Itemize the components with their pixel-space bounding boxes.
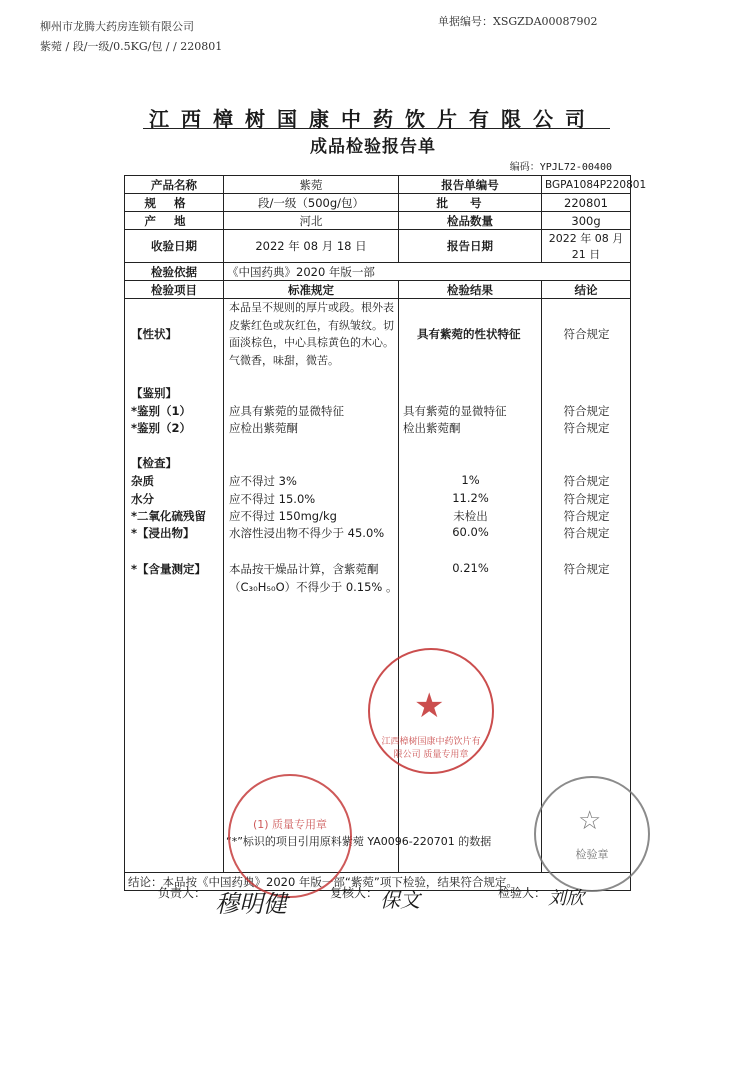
item-character: 【性状】 (131, 327, 177, 341)
conc-extract: 符合规定 (563, 526, 610, 540)
conc-character: 符合规定 (563, 327, 610, 341)
std-assay-1: 本品按干燥品计算，含紫菀酮 (229, 562, 379, 576)
origin-label (125, 212, 224, 230)
seal-star-icon: ★ (414, 686, 445, 726)
report-date: 2022 年 08 月 21 日 (542, 230, 631, 263)
basis: 《中国药典》2020 年版一部 (224, 263, 631, 281)
result-identification-2: 检出紫菀酮 (403, 421, 461, 435)
reference-note: “*”标识的项目引用原料紫菀 YA0096-220701 的数据 (226, 835, 492, 848)
conc-impurity: 符合规定 (563, 474, 610, 488)
conc-so2: 符合规定 (563, 509, 610, 523)
batch-number: 220801 (542, 194, 631, 212)
result-column (399, 299, 542, 873)
item-so2: *二氧化硫残留 (131, 509, 207, 523)
received-label: 收验日期 (125, 230, 224, 263)
quality-seal-text: (1) 质量专用章 (252, 818, 328, 831)
std-extract: 水溶性浸出物不得少于 45.0% (229, 526, 385, 540)
character-standard: 本品呈不规则的厚片或段。根外表皮紫红色或灰红色，有纵皱纹。切面淡棕色，中心具棕黄色的木心。气微香，味甜，微苦。 (229, 301, 394, 367)
header-conclusion: 结论 (542, 281, 631, 299)
company-seal-text: 江西樟树国康中药饮片有限公司 质量专用章 (381, 737, 481, 760)
conclusion-row: 结论：本品按《中国药典》2020 年版一部“紫菀”项下检验，结果符合规定。 (125, 873, 631, 891)
item-identification-1: *鉴别（1） (131, 404, 192, 418)
product-name-label: 产品名称 (125, 176, 224, 194)
qty-label: 检品数量 (399, 212, 542, 230)
result-assay: 0.21% (452, 561, 489, 575)
company-name: 江西樟树国康中药饮片有限公司 (149, 107, 597, 131)
inspector-seal (534, 776, 650, 892)
spec-label (125, 194, 224, 212)
report-no-label: 报告单编号 (399, 176, 542, 194)
result-character: 具有紫菀的性状特征 (417, 327, 521, 341)
conc-moisture: 符合规定 (563, 492, 610, 506)
doc-number-label: 单据编号： (438, 15, 493, 28)
item-identification-2: *鉴别（2） (131, 421, 192, 435)
std-so2: 应不得过 150mg/kg (229, 509, 337, 523)
merchant-name: 柳州市龙腾大药房连锁有限公司 (40, 20, 194, 33)
header-standard: 标准规定 (224, 281, 399, 299)
responsible-label: 负责人： (158, 886, 207, 900)
sample-qty: 300g (542, 212, 631, 230)
received-date: 2022 年 08 月 18 日 (224, 230, 399, 263)
conc-identification-1: 符合规定 (563, 404, 610, 418)
report-date-label: 报告日期 (399, 230, 542, 263)
std-moisture: 应不得过 15.0% (229, 492, 316, 506)
inspector-seal-star-icon: ☆ (578, 806, 602, 836)
items-column (125, 299, 224, 873)
item-extract: *【浸出物】 (131, 526, 195, 540)
item-impurity: 杂质 (131, 474, 154, 488)
batch-label-text: 批号 (436, 195, 504, 210)
std-identification-2: 应检出紫菀酮 (229, 421, 298, 435)
inspector-label: 检验人： (498, 886, 547, 900)
spec-label-text: 规格 (144, 195, 204, 210)
header-item: 检验项目 (125, 281, 224, 299)
form-code: 编码：YPJL72-00400 (509, 162, 612, 173)
std-assay-2: （C₃₀H₅₀O）不得少于 0.15% 。 (229, 580, 398, 594)
product-name: 紫菀 (224, 176, 399, 194)
reviewer-label: 复核人： (330, 886, 379, 900)
result-extract: 60.0% (452, 525, 489, 539)
result-so2: 未检出 (453, 509, 488, 523)
conc-assay: 符合规定 (563, 562, 610, 576)
reviewer-signature: 保文 (380, 888, 420, 912)
item-moisture: 水分 (131, 492, 154, 506)
doc-number-value: XSGZDA00087902 (493, 15, 598, 28)
company-seal (368, 648, 494, 774)
std-impurity: 应不得过 3% (229, 474, 297, 488)
quality-seal (228, 774, 352, 898)
origin-label-text: 产地 (144, 213, 204, 228)
inspector-signature: 刘欣 (548, 888, 584, 909)
std-identification-1: 应具有紫菀的显微特征 (229, 404, 344, 418)
origin: 河北 (224, 212, 399, 230)
batch-label (399, 194, 542, 212)
report-no: BGPA1084P220801 (542, 176, 631, 194)
basis-label: 检验依据 (125, 263, 224, 281)
spec: 段/一级（500g/包） (224, 194, 399, 212)
inspector-seal-text: 检验章 (575, 848, 609, 861)
doc-number (438, 13, 598, 29)
item-check: 【检查】 (131, 456, 177, 470)
report-title: 成品检验报告单 (310, 137, 436, 157)
item-assay: *【含量测定】 (131, 562, 207, 576)
result-impurity: 1% (461, 473, 480, 487)
result-moisture: 11.2% (452, 491, 489, 505)
product-line: 紫菀 / 段/一级/0.5KG/包 / / 220801 (40, 40, 223, 53)
report-table (124, 175, 647, 891)
title-underline (143, 128, 610, 129)
result-identification-1: 具有紫菀的显微特征 (403, 404, 507, 418)
item-identification: 【鉴别】 (131, 386, 177, 400)
header-result: 检验结果 (399, 281, 542, 299)
responsible-signature: 穆明健 (215, 890, 287, 918)
conc-identification-2: 符合规定 (563, 421, 610, 435)
